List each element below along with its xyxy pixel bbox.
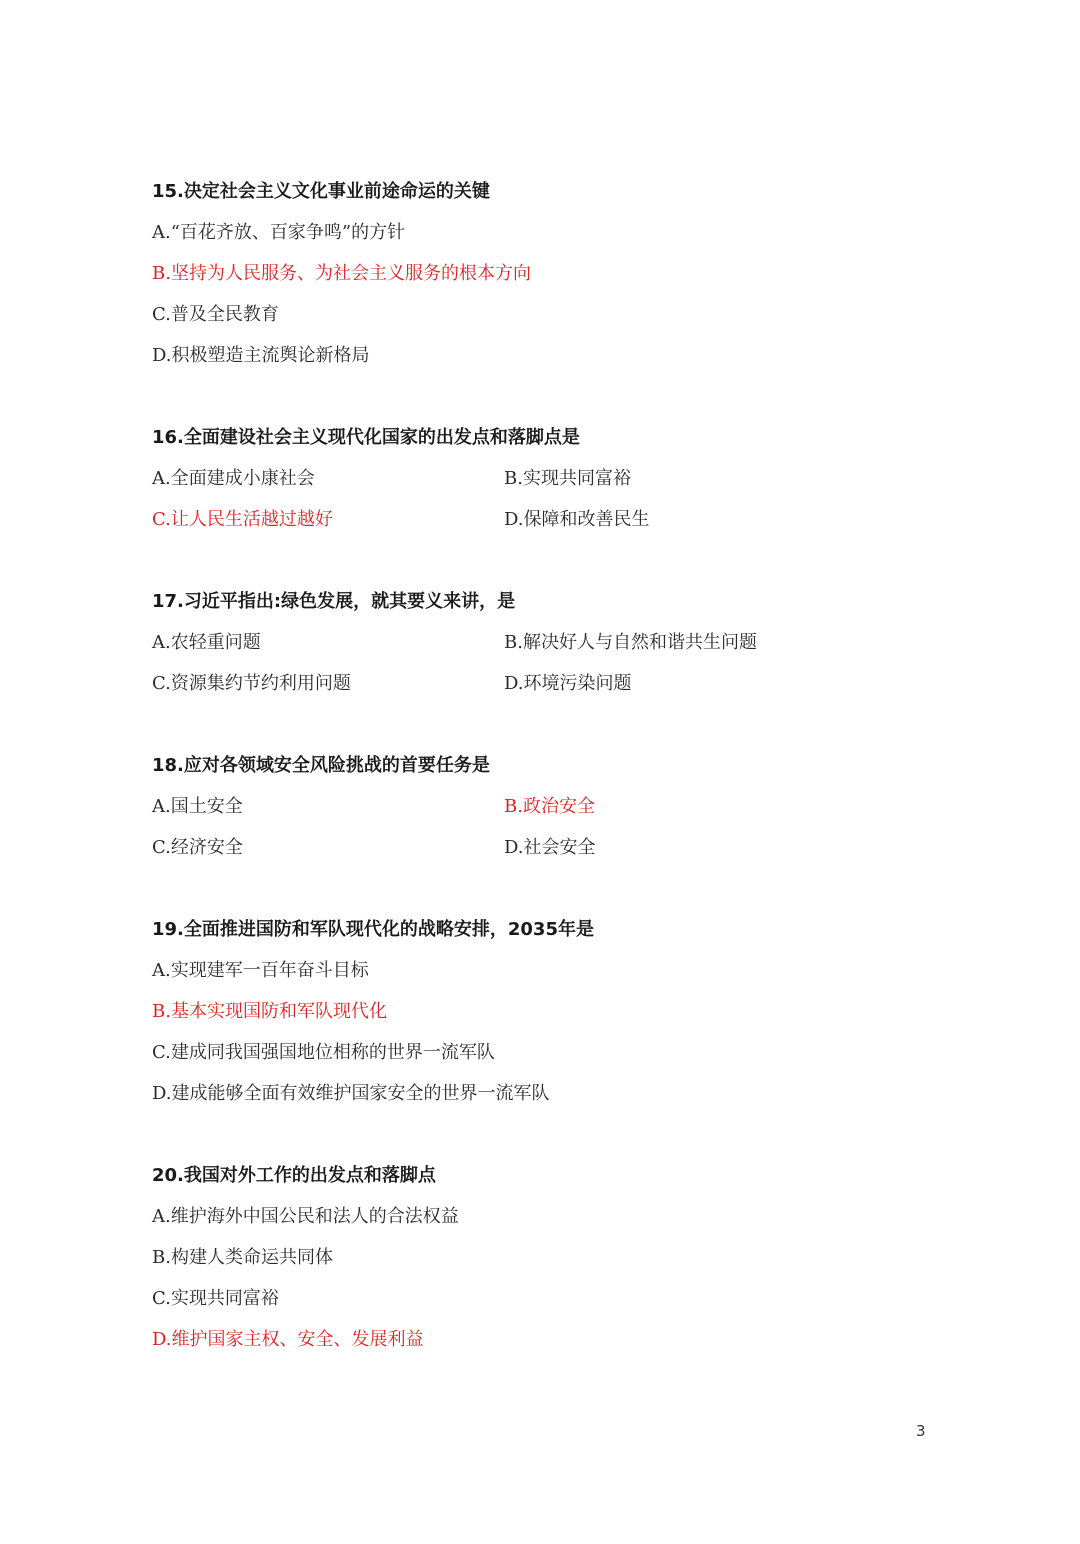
option-a: A.实现建军一百年奋斗目标 bbox=[152, 960, 369, 981]
question-stem: 15.决定社会主义文化事业前途命运的关键 bbox=[152, 181, 490, 202]
option-d-correct: D.维护国家主权、安全、发展利益 bbox=[152, 1329, 424, 1350]
question-17 bbox=[152, 590, 952, 696]
option-b-correct: B.坚持为人民服务、为社会主义服务的根本方向 bbox=[152, 263, 531, 284]
option-row bbox=[152, 672, 952, 696]
option-d: D.环境污染问题 bbox=[504, 673, 632, 694]
option-row bbox=[152, 836, 952, 860]
option-d: D.建成能够全面有效维护国家安全的世界一流军队 bbox=[152, 1083, 550, 1104]
question-19 bbox=[152, 918, 952, 1106]
option-b-correct: B.政治安全 bbox=[504, 796, 595, 817]
option-c: C.实现共同富裕 bbox=[152, 1288, 279, 1309]
option-b: B.解决好人与自然和谐共生问题 bbox=[504, 632, 757, 653]
option-row bbox=[152, 795, 952, 819]
question-18 bbox=[152, 754, 952, 860]
option-b: B.构建人类命运共同体 bbox=[152, 1247, 333, 1268]
option-c: C.普及全民教育 bbox=[152, 304, 279, 325]
option-d: D.积极塑造主流舆论新格局 bbox=[152, 345, 370, 366]
question-16 bbox=[152, 426, 952, 532]
question-20 bbox=[152, 1164, 952, 1352]
option-c-correct: C.让人民生活越过越好 bbox=[152, 509, 333, 530]
question-stem: 16.全面建设社会主义现代化国家的出发点和落脚点是 bbox=[152, 427, 580, 448]
question-15 bbox=[152, 180, 952, 368]
option-a: A.全面建成小康社会 bbox=[152, 468, 315, 489]
option-b: B.实现共同富裕 bbox=[504, 468, 631, 489]
question-stem: 19.全面推进国防和军队现代化的战略安排，2035年是 bbox=[152, 919, 594, 940]
option-c: C.经济安全 bbox=[152, 837, 243, 858]
question-stem: 20.我国对外工作的出发点和落脚点 bbox=[152, 1165, 436, 1186]
option-a: A.国土安全 bbox=[152, 796, 243, 817]
option-row bbox=[152, 467, 952, 491]
option-a: A.“百花齐放、百家争鸣”的方针 bbox=[152, 222, 406, 243]
question-stem: 18.应对各领域安全风险挑战的首要任务是 bbox=[152, 755, 490, 776]
question-stem: 17.习近平指出:绿色发展，就其要义来讲，是 bbox=[152, 591, 516, 612]
option-d: D.社会安全 bbox=[504, 837, 596, 858]
option-b-correct: B.基本实现国防和军队现代化 bbox=[152, 1001, 387, 1022]
option-c: C.资源集约节约利用问题 bbox=[152, 673, 351, 694]
option-row bbox=[152, 508, 952, 532]
option-c: C.建成同我国强国地位相称的世界一流军队 bbox=[152, 1042, 495, 1063]
option-row bbox=[152, 631, 952, 655]
option-a: A.维护海外中国公民和法人的合法权益 bbox=[152, 1206, 459, 1227]
option-a: A.农轻重问题 bbox=[152, 632, 261, 653]
option-d: D.保障和改善民生 bbox=[504, 509, 650, 530]
page-number: 3 bbox=[916, 1422, 926, 1440]
